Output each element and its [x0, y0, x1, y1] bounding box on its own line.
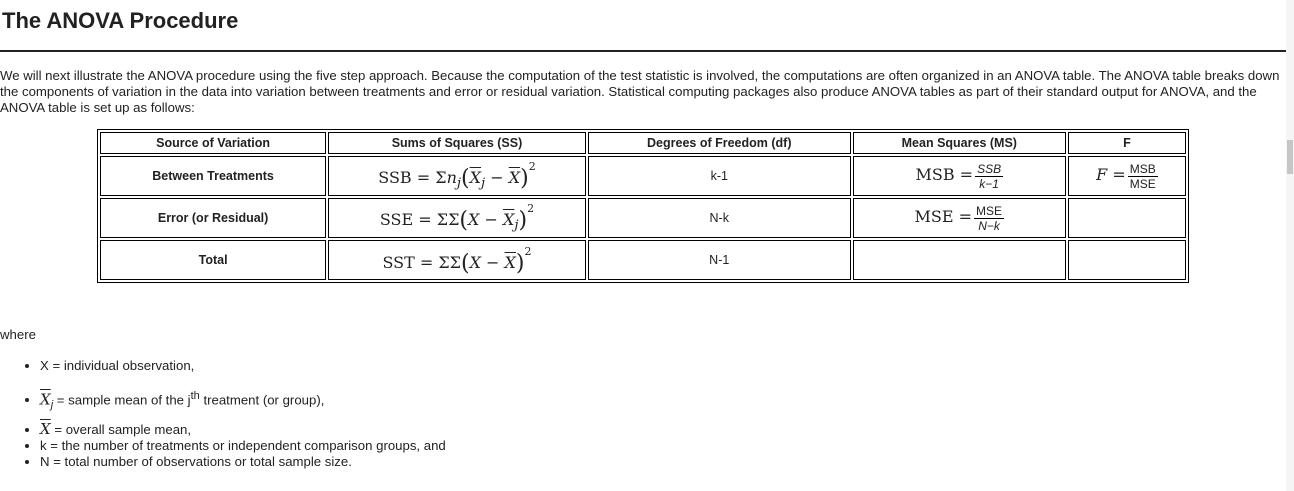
- empty-cell: [853, 240, 1066, 280]
- ss-formula-total: SST = $\Sigma\Sigma(X - \overline{X})^2$: [328, 240, 586, 280]
- ms-formula-error: MSE = $\frac{\text{MSE}}{N-k}$: [853, 198, 1066, 238]
- row-source: Total: [100, 240, 326, 280]
- symbol-xbar-j: $\overline{X}$: [40, 390, 51, 409]
- header-ms: Mean Squares (MS): [853, 132, 1066, 154]
- anova-table: [97, 129, 1189, 283]
- definition-desc: = individual observation,: [48, 358, 195, 373]
- list-item: [40, 421, 740, 438]
- ms-numerator: MSE: [976, 203, 1003, 218]
- ms-name: MSE: [914, 206, 954, 226]
- header-source: Source of Variation: [100, 132, 326, 154]
- definition-desc: N = total number of observations or total sample size.: [40, 454, 352, 470]
- symbol-x: X: [40, 358, 49, 373]
- f-name: F: [1096, 164, 1108, 184]
- ms-name: MSB: [915, 164, 955, 184]
- definition-desc-rest: treatment (or group),: [199, 392, 325, 408]
- list-item: [40, 454, 740, 470]
- page-title: The ANOVA Procedure: [2, 8, 239, 33]
- ms-denominator: N−k: [978, 218, 1000, 233]
- list-item: [40, 388, 740, 413]
- symbol-subscript: j: [50, 399, 54, 412]
- scrollbar-thumb[interactable]: [1287, 140, 1293, 174]
- definitions-list: [0, 358, 740, 470]
- table-row: [100, 240, 1186, 280]
- ms-denominator: k−1: [979, 176, 999, 191]
- vertical-scrollbar[interactable]: [1286, 0, 1294, 491]
- ss-formula-between: SSB = $\Sigma n_j(\overline{X}_j - \overline{X})^2$: [328, 156, 586, 196]
- superscript: th: [190, 390, 200, 402]
- f-numerator: MSB: [1129, 161, 1156, 176]
- ms-formula-between: MSB = $\frac{\text{SSB}}{k-1}$: [853, 156, 1066, 196]
- ss-name: SSB: [378, 168, 412, 188]
- header-df: Degrees of Freedom (df): [588, 132, 851, 154]
- list-item: [40, 438, 740, 454]
- list-item: [40, 358, 740, 374]
- f-formula: F = $\frac{\text{MSB}}{\text{MSE}}$: [1068, 156, 1186, 196]
- row-source: Between Treatments: [100, 156, 326, 196]
- ss-name: SSE: [379, 210, 414, 230]
- definition-desc: = sample mean of the j: [53, 392, 191, 408]
- title-divider: [0, 50, 1286, 52]
- definition-text: [40, 358, 194, 373]
- row-source: Error (or Residual): [100, 198, 326, 238]
- empty-cell: [1068, 240, 1186, 280]
- ss-name: SST: [382, 252, 415, 272]
- row-df: N-1: [588, 240, 851, 280]
- header-ss: Sums of Squares (SS): [328, 132, 586, 154]
- row-df: N-k: [588, 198, 851, 238]
- ss-formula-error: SSE = $\Sigma\Sigma(X - \overline{X}_j)^2$: [328, 198, 586, 238]
- where-label: where: [0, 327, 36, 342]
- symbol-xbar: $\overline{X}$: [40, 420, 51, 439]
- table-row: [100, 156, 1186, 196]
- table-row: [100, 198, 1186, 238]
- table-header-row: [100, 132, 1186, 154]
- f-denominator: MSE: [1129, 176, 1156, 191]
- intro-paragraph: We will next illustrate the ANOVA procedure using the five step approach. Because the computation of the test statistic is involved, the computations are often organized in an ANOVA table. The ANOVA table breaks down the components of variation in the data into variation between treatments and error or residual variation. Statistical computing packages also produce ANOVA tables as part of their standard output for ANOVA, and the ANOVA table is set up as follows:: [0, 68, 1280, 115]
- definition-desc: k = the number of treatments or independent comparison groups, and: [40, 438, 446, 454]
- row-df: k-1: [588, 156, 851, 196]
- definition-desc: = overall sample mean,: [50, 422, 192, 438]
- header-f: F: [1068, 132, 1186, 154]
- ms-numerator: SSB: [977, 161, 1002, 176]
- empty-cell: [1068, 198, 1186, 238]
